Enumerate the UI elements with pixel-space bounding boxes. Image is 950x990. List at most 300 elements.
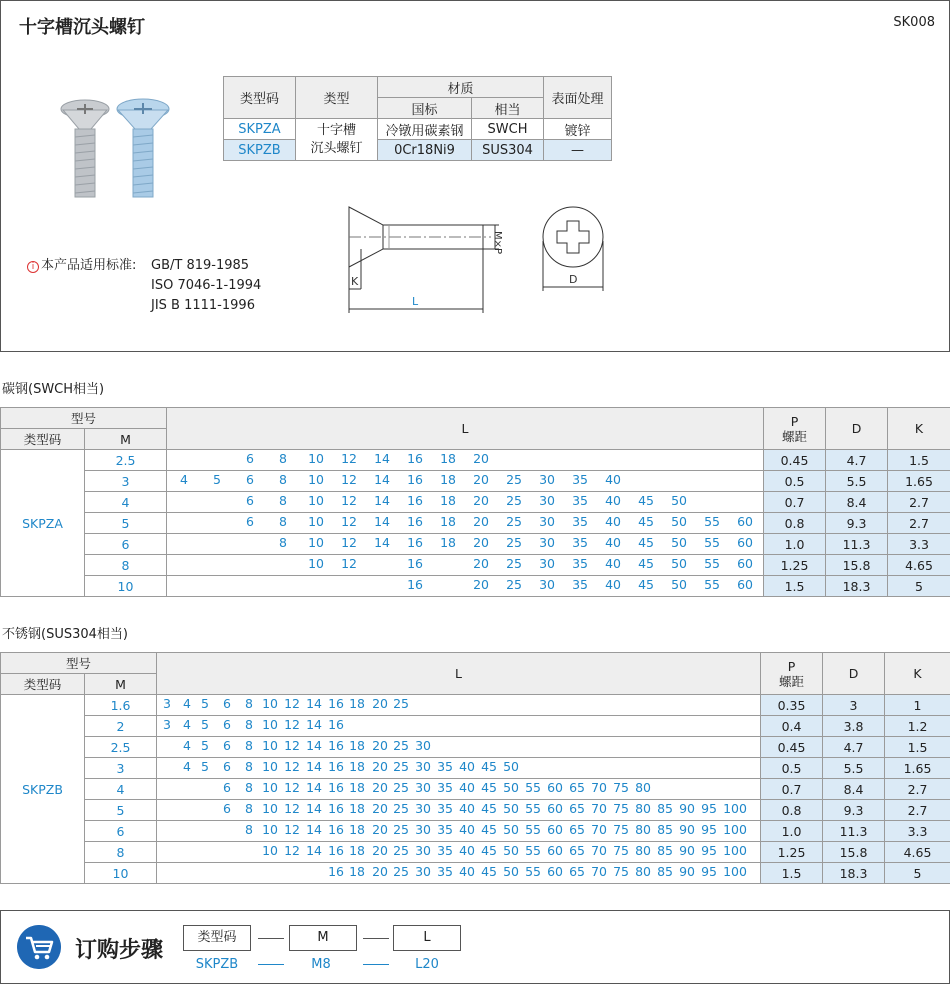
- l-value: 16: [328, 738, 344, 753]
- p-value: 1.5: [764, 576, 826, 597]
- k-value: 4.65: [888, 555, 950, 576]
- l-value: 20: [473, 493, 489, 508]
- k-value: 5: [888, 576, 950, 597]
- l-value: 60: [547, 801, 563, 816]
- table-row: [1, 576, 950, 597]
- l-value: 45: [638, 514, 654, 529]
- l-values: [157, 842, 761, 863]
- l-value: 20: [372, 822, 388, 837]
- l-value: 100: [723, 843, 747, 858]
- l-values: [167, 492, 764, 513]
- m-value: 1.6: [85, 695, 157, 716]
- l-value: 18: [440, 472, 456, 487]
- table-row: [1, 716, 950, 737]
- k-value: 3.3: [888, 534, 950, 555]
- section-title: 碳钢(SWCH相当): [2, 382, 105, 397]
- l-value: 25: [393, 843, 409, 858]
- col-d: D: [823, 653, 885, 695]
- l-value: 70: [591, 822, 607, 837]
- l-value: 95: [701, 801, 717, 816]
- l-value: 6: [223, 696, 231, 711]
- l-value: 18: [440, 535, 456, 550]
- k-value: 1.65: [888, 471, 950, 492]
- l-values: [167, 471, 764, 492]
- l-value: 6: [246, 493, 254, 508]
- l-value: 4: [183, 759, 191, 774]
- l-value: 3: [163, 717, 171, 732]
- col-m: M: [85, 674, 157, 695]
- l-value: 4: [183, 738, 191, 753]
- l-value: 12: [341, 472, 357, 487]
- l-values: [167, 450, 764, 471]
- l-value: 30: [539, 556, 555, 571]
- l-value: 18: [440, 493, 456, 508]
- l-value: 50: [671, 493, 687, 508]
- l-value: 55: [525, 822, 541, 837]
- l-value: 6: [223, 717, 231, 732]
- l-value: 20: [473, 472, 489, 487]
- table-row: [1, 555, 950, 576]
- l-value: 12: [284, 759, 300, 774]
- col-surface: 表面处理: [544, 77, 612, 119]
- l-value: 18: [349, 780, 365, 795]
- l-value: 8: [245, 738, 253, 753]
- l-value: 8: [245, 696, 253, 711]
- l-value: 80: [635, 801, 651, 816]
- col-model: 型号: [1, 653, 157, 674]
- l-value: 20: [473, 514, 489, 529]
- m-value: 4: [85, 779, 157, 800]
- l-value: 30: [539, 472, 555, 487]
- product-code: SK008: [893, 15, 935, 30]
- l-value: 10: [262, 759, 278, 774]
- l-values: [157, 716, 761, 737]
- l-value: 40: [459, 843, 475, 858]
- l-value: 25: [393, 696, 409, 711]
- l-value: 25: [506, 556, 522, 571]
- l-value: 25: [506, 472, 522, 487]
- l-value: 12: [341, 451, 357, 466]
- l-value: 40: [605, 472, 621, 487]
- l-value: 95: [701, 864, 717, 879]
- l-value: 65: [569, 864, 585, 879]
- p-value: 1.5: [761, 863, 823, 884]
- l-value: 14: [306, 780, 322, 795]
- l-value: 16: [328, 843, 344, 858]
- l-value: 25: [393, 801, 409, 816]
- p-value: 1.0: [764, 534, 826, 555]
- l-value: 20: [372, 864, 388, 879]
- section-title: 不锈钢(SUS304相当): [2, 627, 128, 642]
- l-value: 8: [245, 822, 253, 837]
- p-value: 0.5: [761, 758, 823, 779]
- l-value: 25: [506, 514, 522, 529]
- l-value: 45: [638, 577, 654, 592]
- l-value: 14: [306, 717, 322, 732]
- l-value: 16: [407, 556, 423, 571]
- l-value: 12: [284, 696, 300, 711]
- spec-table-carbon: [0, 407, 950, 597]
- l-value: 30: [539, 514, 555, 529]
- standard-item: ISO 7046-1-1994: [151, 278, 262, 293]
- l-value: 100: [723, 801, 747, 816]
- l-values: [157, 737, 761, 758]
- l-value: 3: [163, 696, 171, 711]
- m-value: 10: [85, 576, 167, 597]
- l-value: 14: [374, 493, 390, 508]
- l-value: 18: [440, 451, 456, 466]
- spec-table-stainless: [0, 652, 950, 884]
- l-value: 60: [547, 864, 563, 879]
- k-value: 1: [885, 695, 950, 716]
- l-value: 55: [525, 864, 541, 879]
- l-value: 18: [349, 759, 365, 774]
- l-value: 85: [657, 864, 673, 879]
- l-value: 18: [349, 822, 365, 837]
- p-value: 1.25: [764, 555, 826, 576]
- l-value: 55: [704, 577, 720, 592]
- l-value: 14: [374, 451, 390, 466]
- l-values: [167, 513, 764, 534]
- order-example-m: M8: [311, 957, 331, 972]
- l-value: 8: [279, 514, 287, 529]
- l-value: 25: [393, 864, 409, 879]
- l-value: 75: [613, 843, 629, 858]
- order-divider: [258, 938, 284, 939]
- col-material: 材质: [378, 77, 544, 98]
- l-value: 5: [201, 696, 209, 711]
- l-value: 60: [737, 577, 753, 592]
- l-value: 14: [306, 801, 322, 816]
- d-value: 18.3: [823, 863, 885, 884]
- l-value: 90: [679, 864, 695, 879]
- l-value: 35: [572, 472, 588, 487]
- l-value: 40: [605, 577, 621, 592]
- l-value: 8: [279, 493, 287, 508]
- d-value: 5.5: [823, 758, 885, 779]
- l-value: 30: [539, 577, 555, 592]
- p-value: 0.4: [761, 716, 823, 737]
- col-gb: 国标: [378, 98, 472, 119]
- l-value: 5: [201, 738, 209, 753]
- l-value: 16: [328, 822, 344, 837]
- type-code-cell: SKPZB: [1, 695, 85, 884]
- product-header: [0, 0, 950, 352]
- screw-photo: [53, 97, 173, 201]
- type-name: 十字槽 沉头螺钉: [296, 119, 378, 161]
- l-value: 6: [246, 514, 254, 529]
- l-value: 14: [306, 843, 322, 858]
- l-value: 30: [415, 801, 431, 816]
- l-value: 25: [506, 493, 522, 508]
- k-value: 1.5: [888, 450, 950, 471]
- l-value: 75: [613, 864, 629, 879]
- m-value: 2.5: [85, 450, 167, 471]
- l-value: 65: [569, 822, 585, 837]
- l-value: 16: [328, 801, 344, 816]
- p-value: 0.5: [764, 471, 826, 492]
- d-value: 11.3: [823, 821, 885, 842]
- material-code: SKPZA: [224, 119, 296, 140]
- l-value: 40: [459, 801, 475, 816]
- l-value: 10: [262, 780, 278, 795]
- l-value: 45: [481, 843, 497, 858]
- l-value: 100: [723, 864, 747, 879]
- l-value: 16: [407, 493, 423, 508]
- d-value: 11.3: [826, 534, 888, 555]
- material-surface: 镀锌: [544, 119, 612, 140]
- l-value: 20: [372, 801, 388, 816]
- l-values: [157, 800, 761, 821]
- l-value: 45: [638, 556, 654, 571]
- l-value: 100: [723, 822, 747, 837]
- l-value: 40: [605, 556, 621, 571]
- l-value: 80: [635, 864, 651, 879]
- l-value: 60: [737, 514, 753, 529]
- l-value: 20: [372, 759, 388, 774]
- order-steps: [0, 910, 950, 984]
- d-value: 15.8: [826, 555, 888, 576]
- col-l: L: [167, 408, 764, 450]
- l-value: 20: [372, 696, 388, 711]
- l-value: 10: [308, 472, 324, 487]
- l-value: 85: [657, 822, 673, 837]
- label-k: K: [351, 275, 359, 288]
- l-value: 65: [569, 780, 585, 795]
- p-value: 0.8: [761, 800, 823, 821]
- l-value: 35: [437, 780, 453, 795]
- l-value: 45: [481, 822, 497, 837]
- col-equiv: 相当: [472, 98, 544, 119]
- d-value: 8.4: [826, 492, 888, 513]
- l-value: 18: [349, 696, 365, 711]
- m-value: 5: [85, 513, 167, 534]
- l-value: 55: [704, 535, 720, 550]
- d-value: 3: [823, 695, 885, 716]
- l-value: 35: [437, 801, 453, 816]
- l-value: 90: [679, 801, 695, 816]
- l-value: 20: [473, 535, 489, 550]
- l-value: 60: [547, 780, 563, 795]
- l-values: [157, 863, 761, 884]
- l-value: 50: [671, 577, 687, 592]
- material-table: [223, 76, 612, 161]
- k-value: 2.7: [885, 779, 950, 800]
- l-value: 10: [262, 801, 278, 816]
- l-value: 30: [415, 780, 431, 795]
- l-value: 20: [473, 577, 489, 592]
- m-value: 3: [85, 758, 157, 779]
- l-value: 12: [341, 535, 357, 550]
- col-l: L: [157, 653, 761, 695]
- l-value: 16: [328, 696, 344, 711]
- k-value: 5: [885, 863, 950, 884]
- l-value: 55: [704, 556, 720, 571]
- l-value: 45: [481, 780, 497, 795]
- m-value: 2: [85, 716, 157, 737]
- col-model: 型号: [1, 408, 167, 429]
- col-type-code: 类型码: [1, 429, 85, 450]
- col-type-code: 类型码: [224, 77, 296, 119]
- l-value: 14: [306, 738, 322, 753]
- m-value: 4: [85, 492, 167, 513]
- d-value: 5.5: [826, 471, 888, 492]
- l-value: 14: [374, 514, 390, 529]
- l-value: 4: [180, 472, 188, 487]
- l-value: 90: [679, 822, 695, 837]
- table-row: [1, 821, 950, 842]
- l-value: 16: [407, 535, 423, 550]
- l-value: 14: [306, 759, 322, 774]
- table-row: [1, 695, 950, 716]
- l-value: 16: [407, 577, 423, 592]
- material-equiv: SWCH: [472, 119, 544, 140]
- l-value: 8: [279, 472, 287, 487]
- l-value: 30: [415, 864, 431, 879]
- l-value: 90: [679, 843, 695, 858]
- l-value: 35: [437, 843, 453, 858]
- l-value: 10: [262, 738, 278, 753]
- l-value: 16: [328, 759, 344, 774]
- l-value: 18: [349, 738, 365, 753]
- l-value: 85: [657, 801, 673, 816]
- material-gb: 冷镦用碳素钢: [378, 119, 472, 140]
- l-value: 50: [503, 759, 519, 774]
- standards: [27, 256, 261, 316]
- l-value: 30: [539, 535, 555, 550]
- l-value: 30: [415, 759, 431, 774]
- d-value: 18.3: [826, 576, 888, 597]
- k-value: 1.65: [885, 758, 950, 779]
- l-values: [157, 779, 761, 800]
- l-value: 80: [635, 843, 651, 858]
- l-value: 25: [506, 535, 522, 550]
- l-value: 35: [572, 577, 588, 592]
- l-value: 8: [245, 801, 253, 816]
- l-value: 18: [440, 514, 456, 529]
- l-values: [167, 534, 764, 555]
- m-value: 8: [85, 842, 157, 863]
- material-equiv: SUS304: [472, 140, 544, 161]
- l-value: 12: [284, 780, 300, 795]
- l-value: 40: [605, 493, 621, 508]
- l-value: 35: [572, 535, 588, 550]
- order-example-l: L20: [415, 957, 439, 972]
- table-row: [1, 513, 950, 534]
- l-value: 40: [459, 822, 475, 837]
- l-value: 10: [308, 514, 324, 529]
- material-code: SKPZB: [224, 140, 296, 161]
- l-value: 10: [262, 717, 278, 732]
- l-value: 16: [407, 472, 423, 487]
- d-value: 3.8: [823, 716, 885, 737]
- m-value: 6: [85, 821, 157, 842]
- p-value: 0.35: [761, 695, 823, 716]
- order-divider: [363, 964, 389, 965]
- label-l: L: [412, 295, 419, 308]
- l-value: 70: [591, 801, 607, 816]
- l-value: 16: [328, 717, 344, 732]
- table-row: [1, 800, 950, 821]
- table-row: [1, 471, 950, 492]
- l-value: 75: [613, 780, 629, 795]
- l-value: 35: [437, 864, 453, 879]
- l-value: 30: [415, 843, 431, 858]
- l-value: 40: [459, 780, 475, 795]
- d-value: 9.3: [826, 513, 888, 534]
- l-value: 6: [223, 738, 231, 753]
- order-divider: [363, 938, 389, 939]
- l-value: 55: [525, 843, 541, 858]
- l-value: 45: [481, 864, 497, 879]
- type-code-cell: SKPZA: [1, 450, 85, 597]
- l-value: 6: [223, 801, 231, 816]
- l-value: 4: [183, 717, 191, 732]
- p-value: 0.7: [761, 779, 823, 800]
- table-row: [1, 450, 950, 471]
- l-value: 25: [393, 822, 409, 837]
- l-value: 70: [591, 843, 607, 858]
- d-value: 8.4: [823, 779, 885, 800]
- l-value: 95: [701, 822, 717, 837]
- l-value: 50: [503, 843, 519, 858]
- l-value: 10: [308, 493, 324, 508]
- l-value: 6: [223, 780, 231, 795]
- order-example-code: SKPZB: [195, 957, 239, 972]
- l-value: 16: [328, 780, 344, 795]
- l-value: 25: [393, 759, 409, 774]
- table-row: [1, 842, 950, 863]
- l-value: 80: [635, 822, 651, 837]
- material-gb: 0Cr18Ni9: [378, 140, 472, 161]
- l-value: 40: [459, 759, 475, 774]
- l-value: 35: [572, 514, 588, 529]
- col-m: M: [85, 429, 167, 450]
- l-value: 55: [525, 780, 541, 795]
- label-d: D: [569, 273, 578, 286]
- l-value: 16: [407, 514, 423, 529]
- page-title: 十字槽沉头螺钉: [19, 17, 145, 38]
- l-value: 16: [328, 864, 344, 879]
- l-value: 6: [223, 759, 231, 774]
- l-value: 55: [525, 801, 541, 816]
- l-value: 8: [279, 535, 287, 550]
- l-value: 50: [671, 535, 687, 550]
- l-value: 14: [374, 472, 390, 487]
- d-value: 4.7: [823, 737, 885, 758]
- order-box-m: M: [289, 925, 357, 951]
- l-value: 50: [503, 822, 519, 837]
- col-p: P 螺距: [764, 408, 826, 450]
- table-row: [1, 492, 950, 513]
- l-value: 18: [349, 843, 365, 858]
- col-p: P 螺距: [761, 653, 823, 695]
- standard-item: JIS B 1111-1996: [151, 298, 255, 313]
- l-value: 16: [407, 451, 423, 466]
- l-value: 20: [473, 451, 489, 466]
- l-value: 25: [393, 780, 409, 795]
- k-value: 3.3: [885, 821, 950, 842]
- p-value: 0.7: [764, 492, 826, 513]
- l-value: 5: [213, 472, 221, 487]
- l-value: 10: [262, 822, 278, 837]
- l-value: 12: [284, 822, 300, 837]
- info-icon: i: [27, 261, 39, 273]
- l-value: 12: [284, 717, 300, 732]
- l-value: 8: [245, 780, 253, 795]
- l-values: [157, 821, 761, 842]
- l-value: 18: [349, 864, 365, 879]
